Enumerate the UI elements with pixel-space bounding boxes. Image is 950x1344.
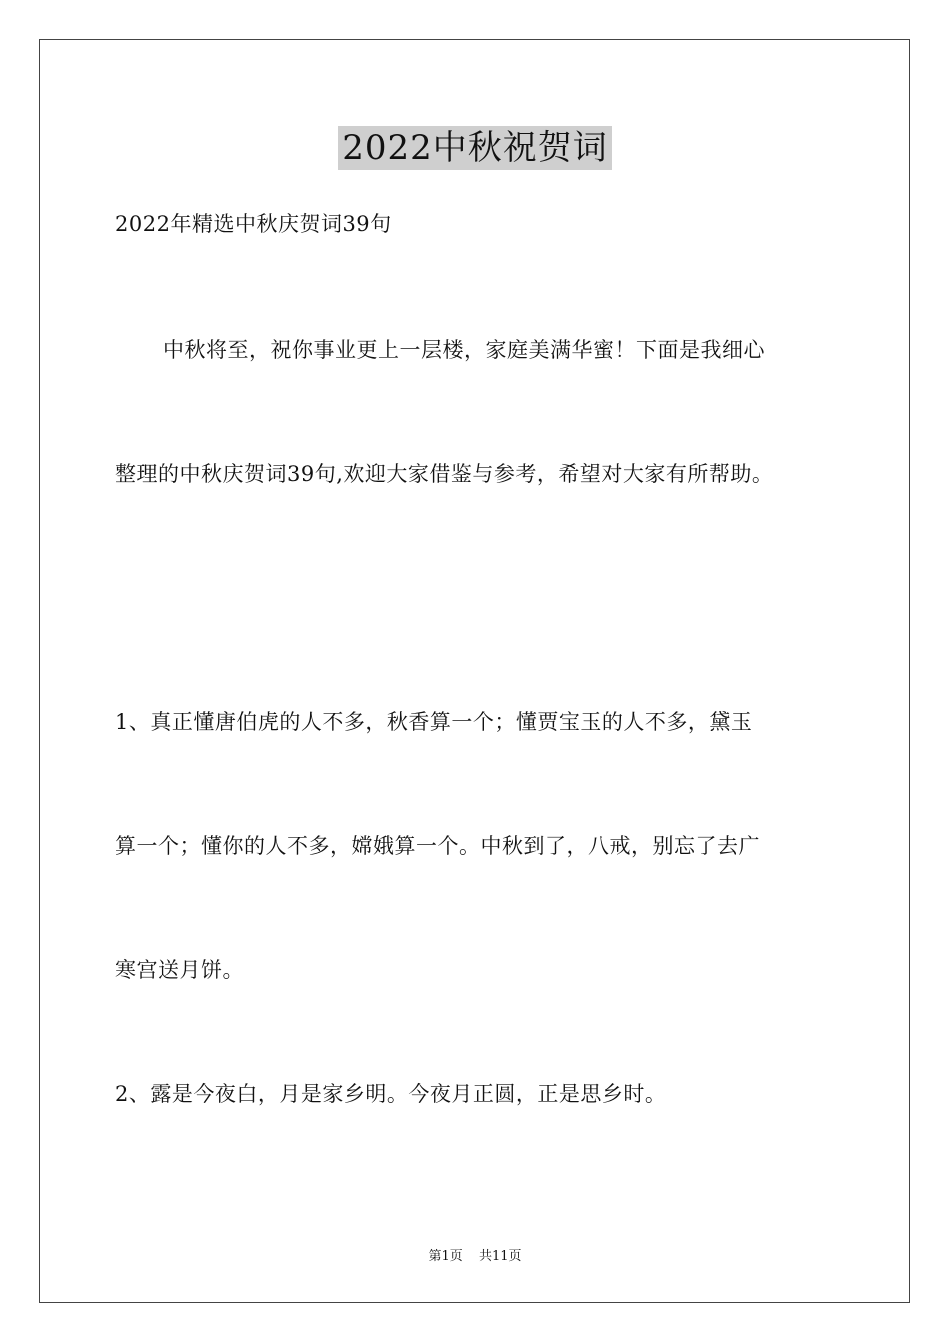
document-subtitle: 2022年精选中秋庆贺词39句 [115,212,392,236]
page-footer [0,1248,950,1266]
page-number: 第1页 [428,1249,463,1264]
title-container [0,126,950,170]
paragraph-line: 整理的中秋庆贺词39句,欢迎大家借鉴与参考，希望对大家有所帮助。 [115,462,774,486]
paragraph-line: 1、真正懂唐伯虎的人不多，秋香算一个；懂贾宝玉的人不多，黛玉 [115,710,753,734]
document-title: 2022中秋祝贺词 [338,126,612,170]
paragraph-line: 中秋将至，祝你事业更上一层楼，家庭美满华蜜！下面是我细心 [163,338,765,362]
page-total: 共11页 [478,1249,522,1264]
paragraph-line: 寒宫送月饼。 [115,958,244,982]
paragraph-line: 2、露是今夜白，月是家乡明。今夜月正圆，正是思乡时。 [115,1082,667,1106]
paragraph-line: 算一个；懂你的人不多，嫦娥算一个。中秋到了，八戒，别忘了去广 [115,834,760,858]
